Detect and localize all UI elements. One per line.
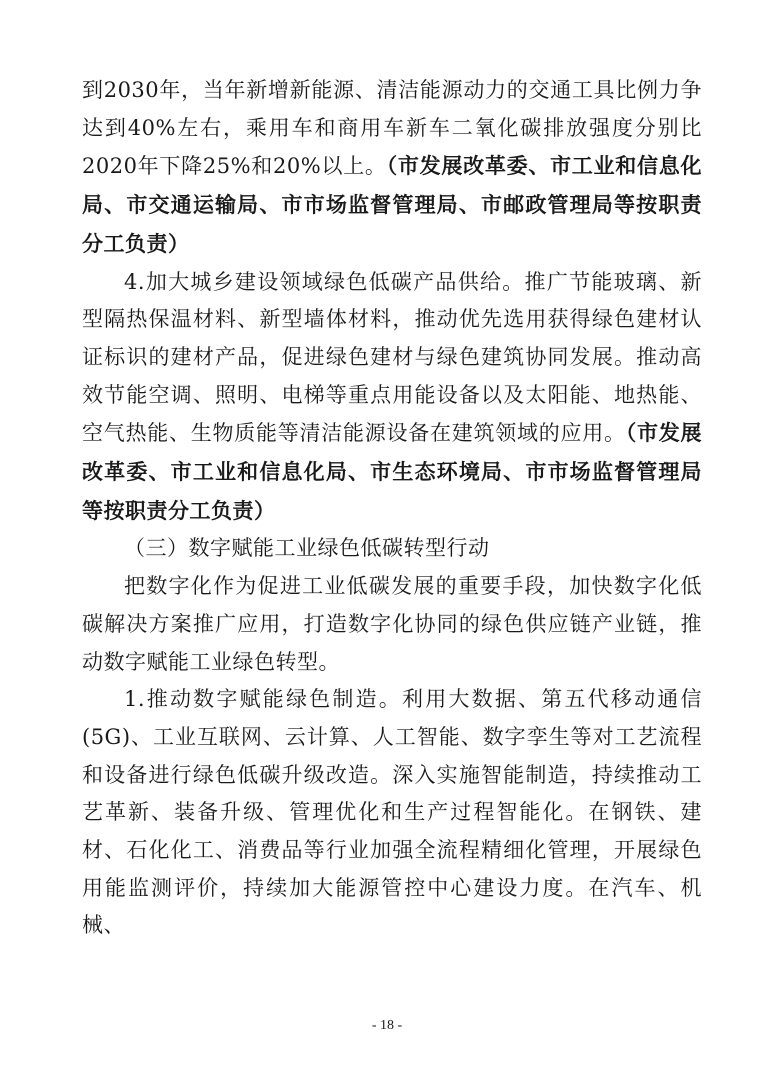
document-body	[82, 72, 702, 945]
paragraph-transport-target	[82, 72, 702, 264]
paragraph-section-intro: 把数字化作为促进工业低碳发展的重要手段，加快数字化低碳解决方案推广应用，打造数字化协同的绿色供应链产业链，推动数字赋能工业绿色转型。	[82, 574, 702, 674]
paragraph-text: 到2030年，当年新增新能源、清洁能源动力的交通工具比例力争达到40%左右，乘用车和商用车新车二氧化碳排放强度分别比2020年下降25%和20%以上。	[82, 78, 702, 179]
responsible-departments: （市发展改革委、市工业和信息化局、市交通运输局、市市场监督管理局、市邮政管理局等按职责分工负责）	[82, 153, 702, 256]
paragraph-digital-manufacturing: 1.推动数字赋能绿色制造。利用大数据、第五代移动通信(5G)、工业互联网、云计算、人工智能、数字孪生等对工艺流程和设备进行绿色低碳升级改造。深入实施智能制造，持续推动工艺革新、装备升级、管理优化和生产过程智能化。在钢铁、建材、石化化工、消费品等行业加强全流程精细化管理，开展绿色用能监测评价，持续加大能源管控中心建设力度。在汽车、机械、	[82, 687, 702, 938]
responsible-departments: （市发展改革委、市工业和信息化局、市生态环境局、市市场监督管理局等按职责分工负责）	[82, 420, 702, 523]
paragraph-text: 4.加大城乡建设领域绿色低碳产品供给。推广节能玻璃、新型隔热保温材料、新型墙体材料，推动优先选用获得绿色建材认证标识的建材产品，促进绿色建材与绿色建筑协同发展。推动高效节能空调、照明、电梯等重点用能设备以及太阳能、地热能、空气热能、生物质能等清洁能源设备在建筑领域的应用。	[82, 269, 702, 446]
section-heading: （三）数字赋能工业绿色低碳转型行动	[124, 536, 490, 561]
paragraph-green-building-products	[82, 264, 702, 531]
page-number: - 18 -	[371, 1018, 403, 1033]
